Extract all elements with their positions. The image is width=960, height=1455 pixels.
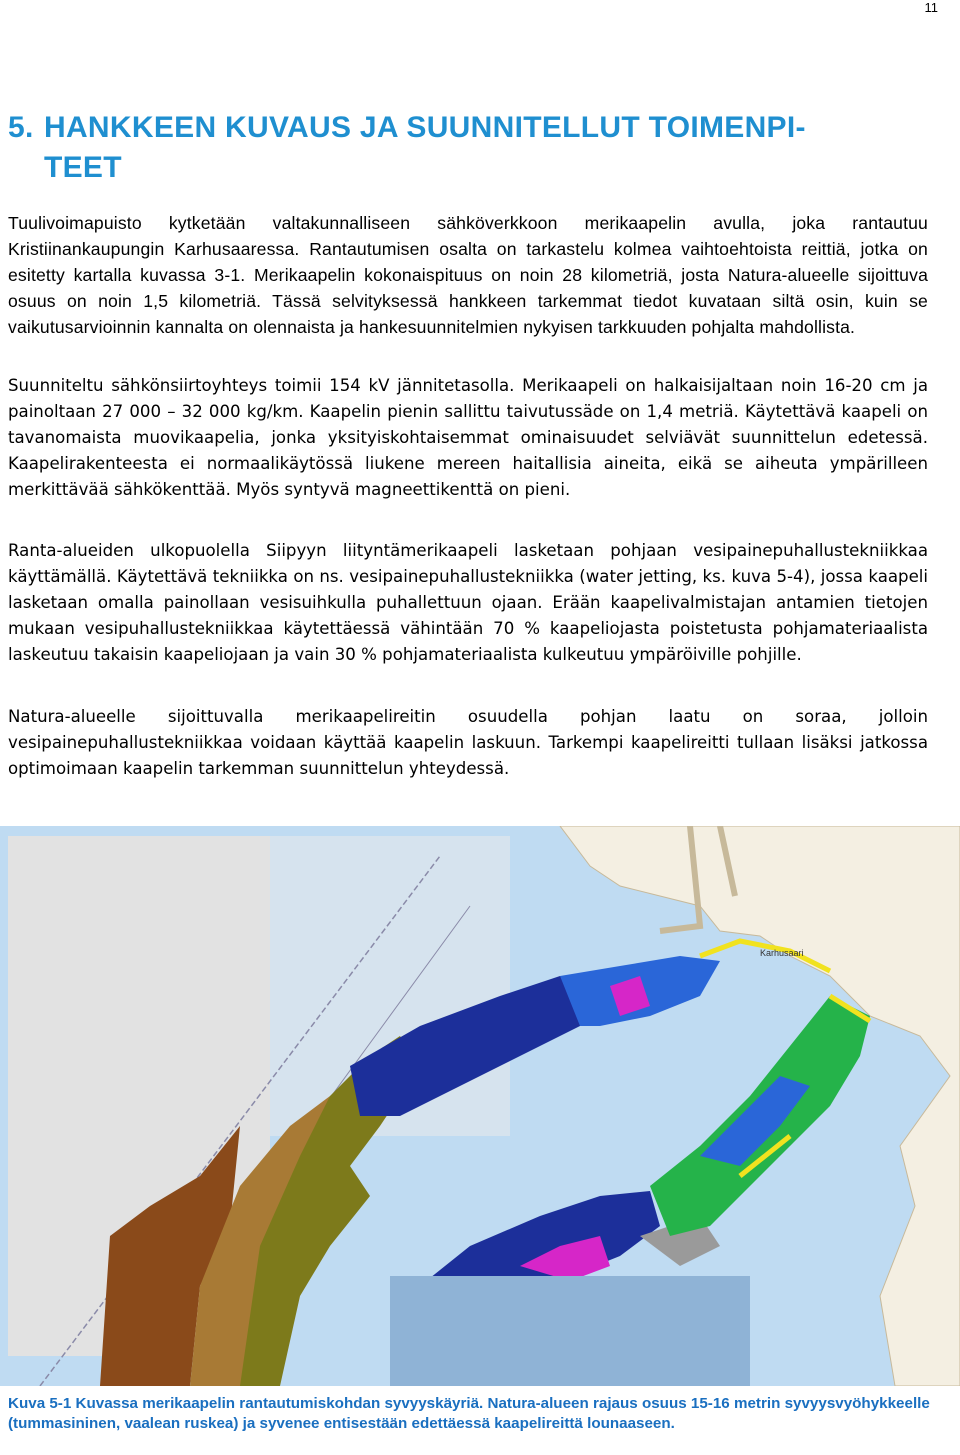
- section-title-line2: TEET: [44, 151, 122, 184]
- figure-caption: Kuva 5-1 Kuvassa merikaapelin rantautumiskohdan syvyyskäyriä. Natura-alueen rajaus osuus 15-16 metrin syvyysvyöhykkeelle (tummasininen, vaalean ruskea) ja syvenee entisestään edettäessä kaapelireittä lounaaseen.: [8, 1395, 930, 1432]
- lower-panel: [390, 1276, 750, 1386]
- paragraph-1: Tuulivoimapuisto kytketään valtakunnalliseen sähköverkkoon merikaapelin avulla, joka rantautuu Kristiinankaupungin Karhusaaressa. Rantautumisen osalta on tarkastelu kolmea vaihtoehtoista reittiä, jotka on esitetty kartalla kuvassa 3-1. Merikaapelin kokonaispituus on noin 28 kilometriä, josta Natura-alueelle sijoittuva osuus on noin 1,5 kilometriä. Tässä selvityksessä hankkeen tarkemmat tiedot kuvataan siltä osin, kuin se vaikutusarvioinnin kannalta on olennaista ja hankesuunnitelmien nykyisen tarkkuuden pohjalta mahdollista.: [8, 213, 928, 337]
- depth-map-figure: [0, 826, 960, 1386]
- section-title-line1: HANKKEEN KUVAUS JA SUUNNITELLUT TOIMENPI-: [44, 111, 806, 144]
- map-place-label: Karhusaari: [760, 948, 804, 958]
- section-number: 5.: [8, 111, 34, 144]
- paragraph-2: Suunniteltu sähkönsiirtoyhteys toimii 154 kV jännitetasolla. Merikaapeli on halkaisijaltaan noin 16-20 cm ja painoltaan 27 000 – 32 000 kg/km. Kaapelin pienin sallittu taivutussäde on 1,4 metriä. Käytettävä kaapeli on tavanomaista muovikaapelia, jonka yksityiskohtaisemmat ominaisuudet selviävät suunnittelun edetessä. Kaapelirakenteesta ei normaalikäytössä liukene mereen haitallisia aineita, eikä se aiheuta ympärilleen merkittävää sähkökenttää. Myös syntyvä magneettikenttä on pieni.: [8, 376, 928, 499]
- page-number: 11: [924, 0, 938, 15]
- section-heading: [8, 108, 908, 188]
- depth-map: [0, 826, 960, 1386]
- paragraph-3: Ranta-alueiden ulkopuolella Siipyyn liityntämerikaapeli lasketaan pohjaan vesipainepuhallustekniikkaa käyttämällä. Käytettävä tekniikka on ns. vesipainepuhallustekniikka (water jetting, ks. kuva 5-4), jossa kaapeli lasketaan omalla painollaan vesisuihkulla puhallettuun ojaan. Erään kaapelivalmistajan antamien tietojen mukaan vesipuhallustekniikkaa käytettäessä vähintään 70 % kaapeliojasta poistetusta pohjamateriaalista laskeutuu takaisin kaapeliojaan ja vain 30 % pohjamateriaalista kulkeutuu ympäröiville pohjille.: [8, 541, 928, 664]
- paragraph-4: Natura-alueelle sijoittuvalla merikaapelireitin osuudella pohjan laatu on soraa, jolloin vesipainepuhallustekniikkaa voidaan käyttää kaapelin laskuun. Tarkempi kaapelireitti tullaan lisäksi jatkossa optimoimaan kaapelin tarkemman suunnittelun yhteydessä.: [8, 707, 928, 778]
